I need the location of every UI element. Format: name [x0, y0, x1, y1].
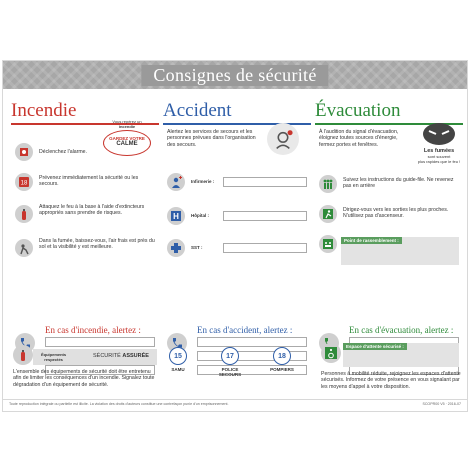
waiting-area-text: Personnes à mobilité réduite, rejoignez les espaces d'attente sécurisés. Informez de votre présence en vous signalant par les moyens d'appel à votre disposition. — [321, 371, 461, 390]
waiting-area-label: Espace d'attente sécurisé : — [343, 343, 407, 350]
sst-field[interactable] — [223, 243, 307, 253]
exit-sign-icon — [319, 205, 337, 223]
fire-item-3: Attaquez le feu à la base à l'aide d'extincteurs appropriés sans prendre de risques. — [39, 204, 145, 217]
reference-code: SCOPR00 V5 · 2016-07 — [422, 402, 461, 406]
samu-label: SAMU — [171, 367, 185, 372]
equipment-bar — [33, 349, 157, 365]
hospital-label: Hôpital : — [191, 213, 209, 218]
fire-item-2: Prévenez immédiatement la sécurité ou les secours. — [39, 175, 139, 188]
evacuation-item-2: Dirigez-vous vers les sorties les plus proches. N'utilisez pas d'ascenseur. — [343, 207, 449, 220]
hospital-icon — [167, 207, 185, 225]
evacuation-alert-title: En cas d'évacuation, alertez : — [349, 325, 454, 335]
assembly-box[interactable] — [341, 237, 459, 265]
fire-bottom-text: L'ensemble des équipements de sécurité doit être entretenu afin de limiter les conséquences d'un incendie. Signalez toute dégradation d'un équipement de sécurité. — [13, 369, 155, 388]
assembly-label: Point de rassemblement : — [341, 237, 402, 244]
police-label: POLICE SECOURS — [218, 367, 242, 377]
fire-heading: Incendie — [11, 100, 77, 121]
title-banner — [3, 61, 467, 89]
emergency-caller-icon — [267, 123, 299, 155]
evacuation-intro: À l'audition du signal d'évacuation, éloignez toutes sources d'énergie, fermez portes et fenêtres. — [319, 129, 399, 148]
calm-line1: GARDEZ VOTRE — [109, 136, 145, 141]
page-title: Consignes de sécurité — [141, 65, 328, 86]
nurse-label: Infirmerie : — [191, 179, 215, 184]
smoke-face-icon — [419, 121, 459, 147]
accident-intro: Alertez les services de secours et les personnes prévues dans l'organisation des secours. — [167, 129, 256, 148]
safety-poster — [2, 60, 468, 412]
svg-text:H: H — [173, 212, 179, 221]
accident-heading: Accident — [163, 100, 232, 121]
pompiers-label: POMPIERS — [270, 367, 294, 372]
police-number: 17 — [221, 347, 239, 365]
calm-top-text: Vous repérez un incendie — [112, 119, 142, 129]
equipment-label: Équipements respectés — [41, 352, 67, 362]
fire-item-4: Dans la fumée, baissez-vous, l'air frais est près du sol et la visibilité y est meilleure. — [39, 238, 155, 251]
extinguisher-icon — [15, 205, 33, 223]
sst-label: SST : — [191, 245, 203, 250]
fire-alert-field-1[interactable] — [45, 337, 155, 347]
nurse-field[interactable] — [223, 177, 307, 187]
accident-alert-field-1[interactable] — [197, 337, 307, 347]
group-exit-icon — [319, 175, 337, 193]
evacuation-heading: Évacuation — [315, 100, 401, 121]
nurse-icon — [167, 173, 185, 191]
security-assured-label: SÉCURITÉ ASSURÉE — [93, 353, 149, 359]
hospital-field[interactable] — [223, 211, 307, 221]
footer — [3, 399, 467, 411]
fire-alert-title: En cas d'incendie, alertez : — [45, 325, 141, 335]
smoke-crouch-icon — [15, 239, 33, 257]
fire-item-1: Déclenchez l'alarme. — [39, 149, 87, 155]
wheelchair-icon — [321, 343, 341, 363]
phone-18-icon — [15, 173, 33, 191]
svg-text:18: 18 — [20, 180, 28, 187]
smoke-warning: Les fumées sont souvent plus rapides que le feu ! — [417, 148, 461, 164]
waiting-area-box[interactable] — [343, 343, 459, 367]
first-aid-cross-icon — [167, 239, 185, 257]
accident-alert-title: En cas d'accident, alertez : — [197, 325, 293, 335]
assembly-point-icon — [319, 235, 337, 253]
pompiers-number: 18 — [273, 347, 291, 365]
calm-line2: CALME — [116, 141, 138, 147]
evacuation-item-1: Suivez les instructions du guide-file. Ne revenez pas en arrière — [343, 177, 454, 190]
alarm-icon — [15, 143, 33, 161]
copyright-text: Toute reproduction intégrale ou partielle est illicite. La violation des droits d'auteurs constitue une contrefaçon punie d'un emprisonnement. — [9, 402, 229, 406]
extinguisher-small-icon — [13, 345, 33, 365]
samu-number: 15 — [169, 347, 187, 365]
